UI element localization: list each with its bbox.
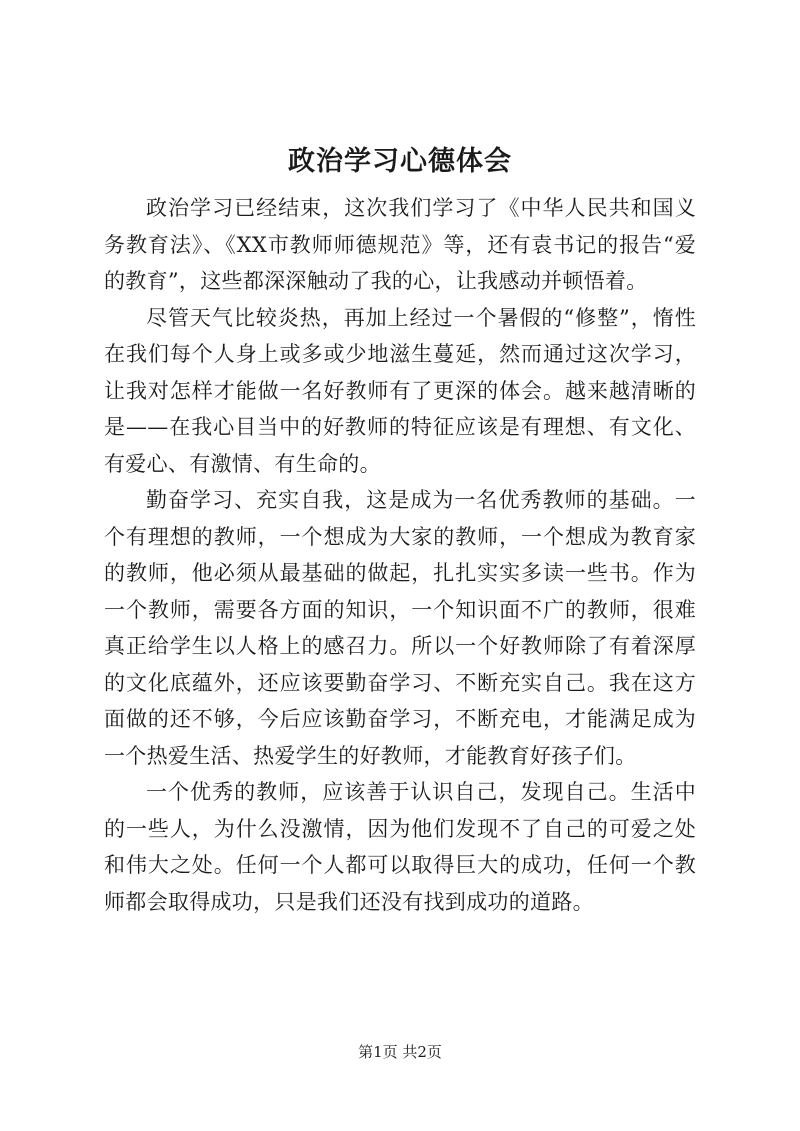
- document-title: 政治学习心德体会: [288, 146, 512, 177]
- paragraph-1: 政治学习已经结束，这次我们学习了《中华人民共和国义务教育法》、《XX市教师师德规范》等，还有袁书记的报告“爱的教育”，这些都深深触动了我的心，让我感动并顿悟着。: [104, 196, 696, 293]
- paragraph-3: 勤奋学习、充实自我，这是成为一名优秀教师的基础。一个有理想的教师，一个想成为大家的教师，一个想成为教育家的教师，他必须从最基础的做起，扎扎实实多读一些书。作为一个教师，需要各方面的知识，一个知识面不广的教师，很难真正给学生以人格上的感召力。所以一个好教师除了有着深厚的文化底蕴外，还应该要勤奋学习、不断充实自己。我在这方面做的还不够，今后应该勤奋学习，不断充电，才能满足成为一个热爱生活、热爱学生的好教师，才能教育好孩子们。: [104, 488, 696, 768]
- paragraph-4: 一个优秀的教师，应该善于认识自己，发现自己。生活中的一些人，为什么没激情，因为他们发现不了自己的可爱之处和伟大之处。任何一个人都可以取得巨大的成功，任何一个教师都会取得成功，只是我们还没有找到成功的道路。: [104, 780, 696, 914]
- page-number-footer: 第1页 共2页: [358, 1043, 442, 1061]
- paragraph-2: 尽管天气比较炎热，再加上经过一个暑假的“修整”，惰性在我们每个人身上或多或少地滋生蔓延，然而通过这次学习，让我对怎样才能做一名好教师有了更深的体会。越来越清晰的是——在我心目当中的好教师的特征应该是有理想、有文化、有爱心、有激情、有生命的。: [104, 305, 696, 476]
- document-body: [104, 190, 696, 920]
